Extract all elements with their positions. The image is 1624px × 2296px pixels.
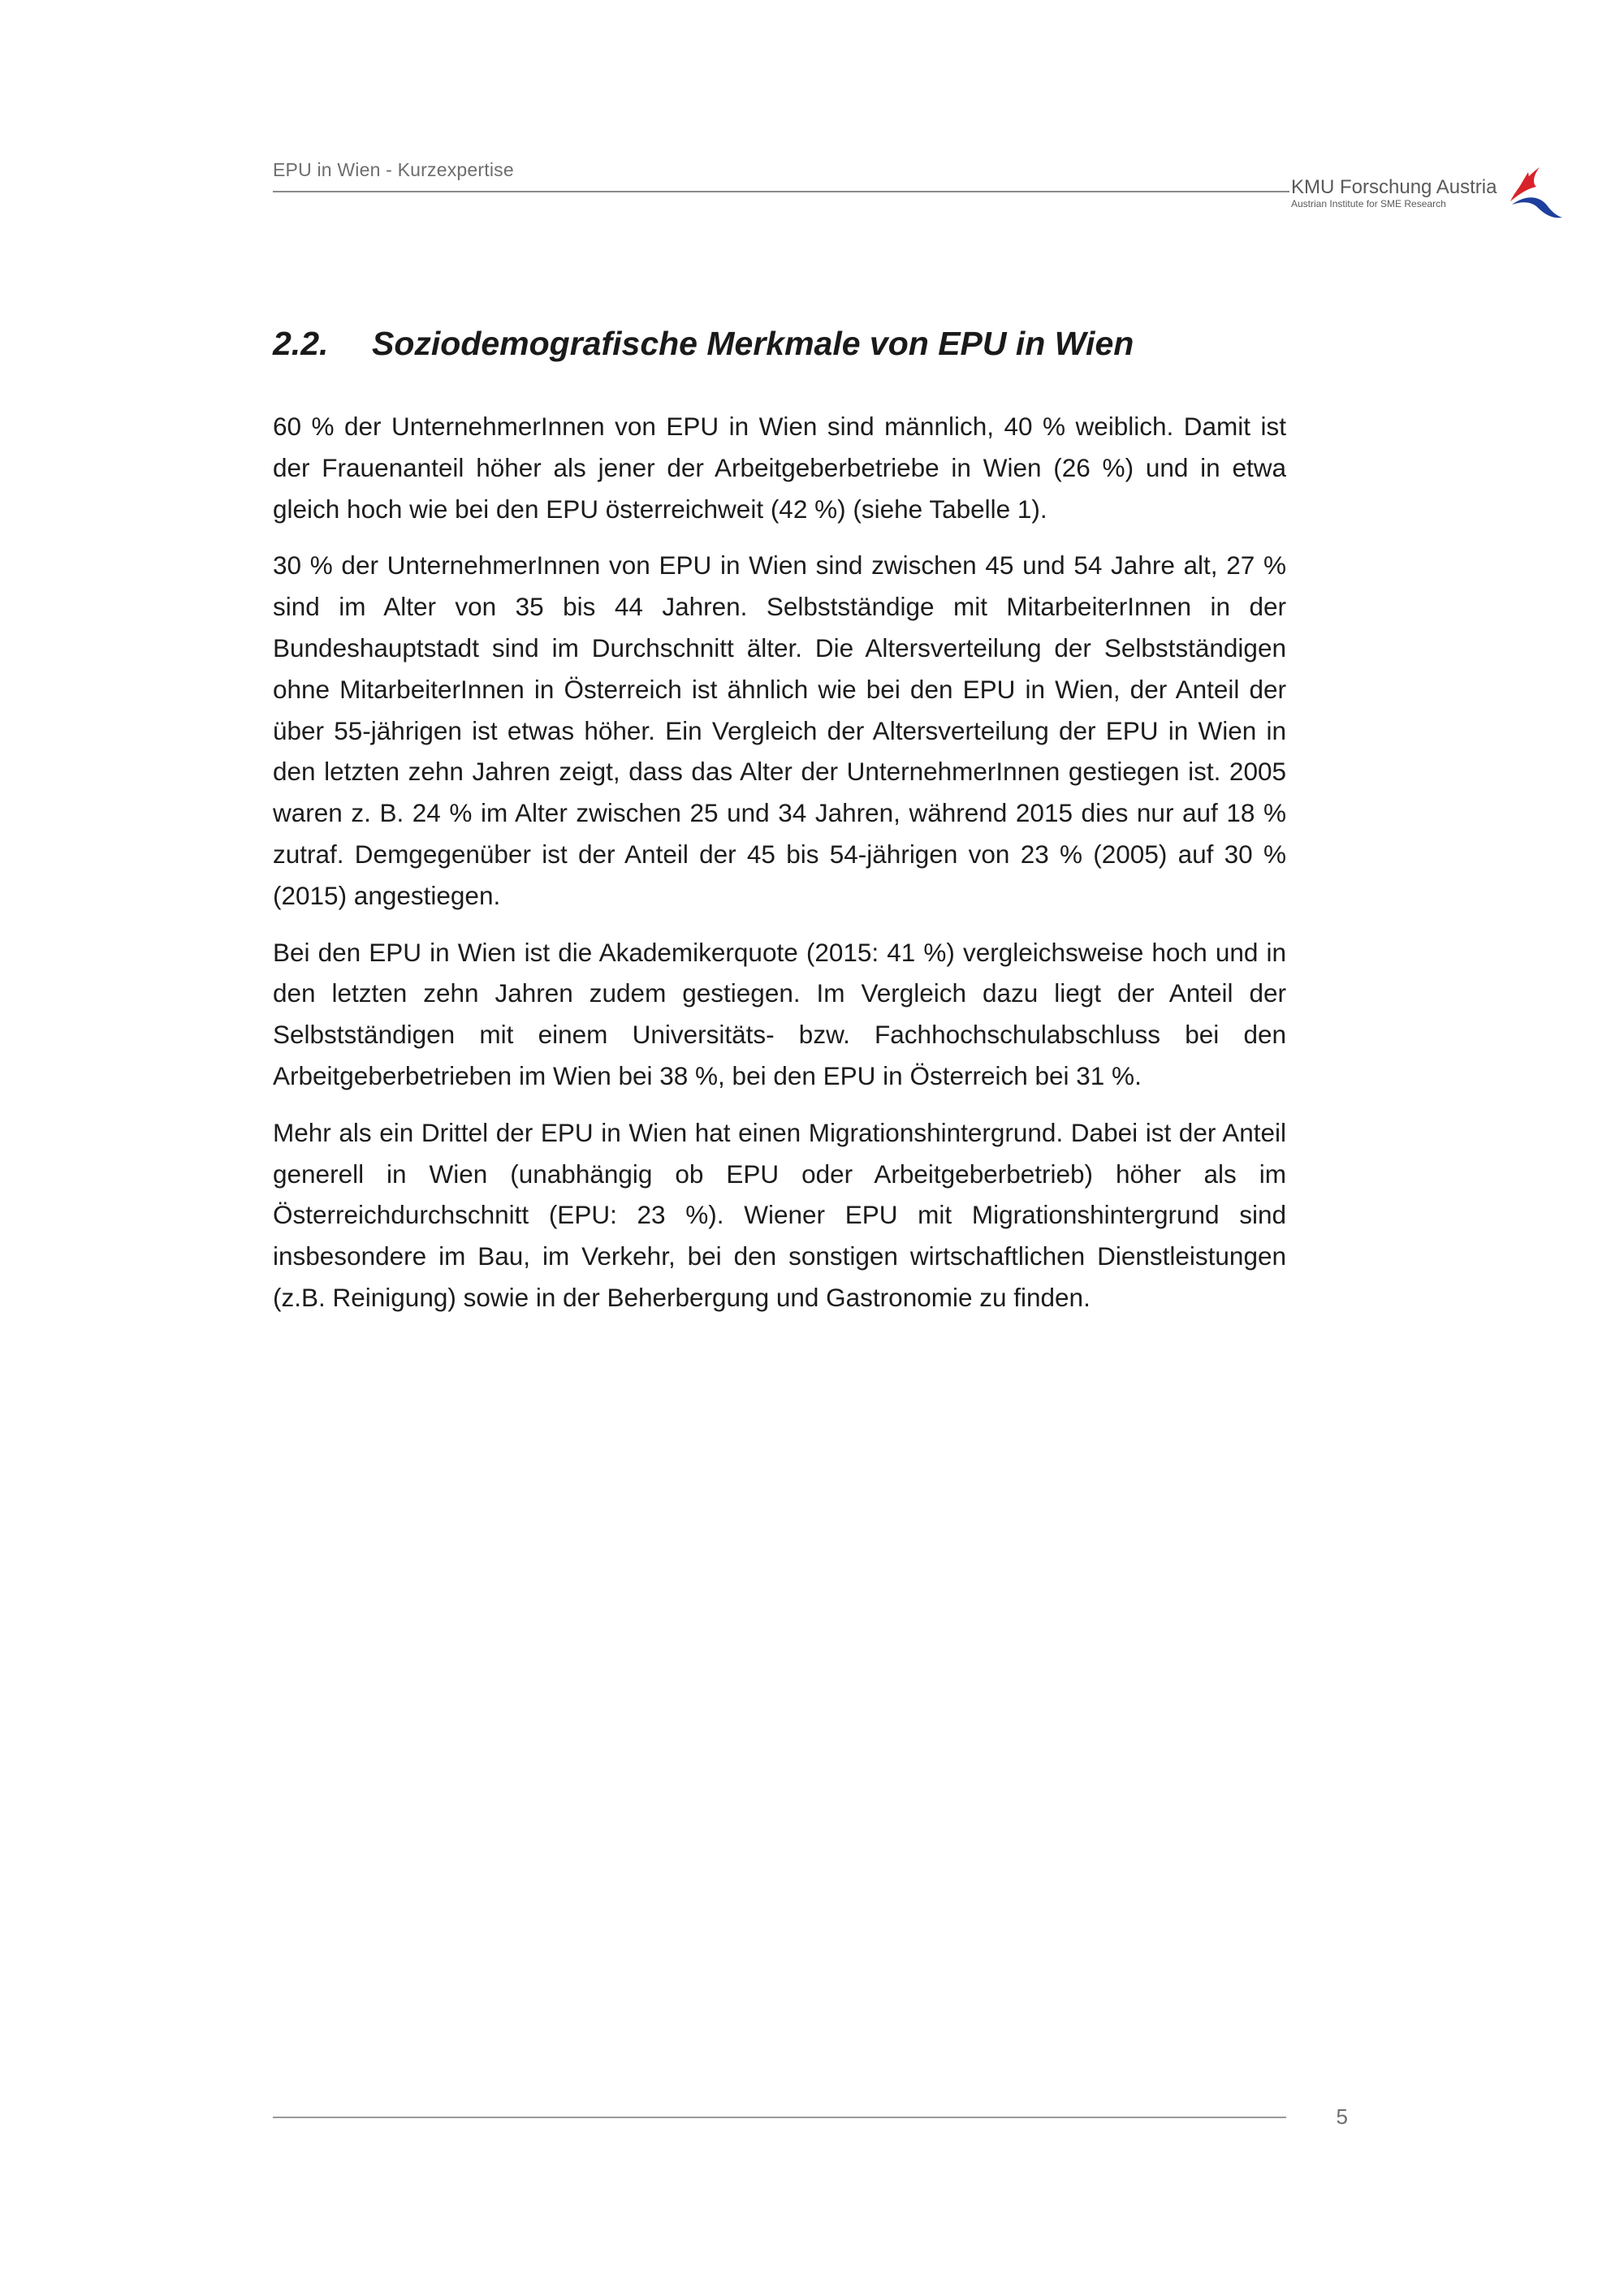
logo-subtitle: Austrian Institute for SME Research xyxy=(1291,198,1446,209)
paragraph: Bei den EPU in Wien ist die Akademikerquote (2015: 41 %) vergleichsweise hoch und in den letzten zehn Jahren zudem gestiegen. Im Vergleich dazu liegt der Anteil der Selbstständigen mit einem Universitäts- bzw. Fachhochschulabschluss bei den Arbeitgeberbetrieben im Wien bei 38 %, bei den EPU in Österreich bei 31 %. xyxy=(273,937,1286,1090)
section-title: Soziodemografische Merkmale von EPU in Wien xyxy=(372,325,1134,362)
footer-divider xyxy=(273,2117,1286,2118)
running-header: EPU in Wien - Kurzexpertise xyxy=(273,159,514,180)
page-number: 5 xyxy=(1336,2104,1348,2129)
kmu-logo-icon xyxy=(1504,164,1564,221)
section-number: 2.2. xyxy=(273,325,329,362)
section-heading xyxy=(273,325,1134,363)
publisher-logo-text xyxy=(1291,177,1502,209)
paragraph: Mehr als ein Drittel der EPU in Wien hat einen Migrationshintergrund. Dabei ist der Anteil generell in Wien (unabhängig ob EPU oder Arbeitgeberbetrieb) höher als im Österreichdurchschnitt (EPU: 23 %). Wiener EPU mit Migrationshintergrund sind insbesondere im Bau, im Verkehr, bei den sonstigen wirtschaftlichen Dienstleistungen (z.B. Reinigung) sowie in der Beherbergung und Gastronomie zu finden. xyxy=(273,1117,1286,1312)
header-divider xyxy=(273,191,1289,192)
body-text xyxy=(273,406,1286,1334)
logo-blue-swoosh xyxy=(1512,197,1562,218)
logo-name: KMU Forschung Austria xyxy=(1291,176,1497,198)
paragraph: 30 % der UnternehmerInnen von EPU in Wien sind zwischen 45 und 54 Jahre alt, 27 % sind im Alter von 35 bis 44 Jahren. Selbstständige mit MitarbeiterInnen in der Bundeshauptstadt sind im Durchschnitt älter. Die Altersverteilung der Selbstständigen ohne MitarbeiterInnen in Österreich ist ähnlich wie bei den EPU in Wien, der Anteil der über 55-jährigen ist etwas höher. Ein Vergleich der Altersverteilung der EPU in Wien in den letzten zehn Jahren zeigt, dass das Alter der UnternehmerInnen gestiegen ist. 2005 waren z. B. 24 % im Alter zwischen 25 und 34 Jahren, während 2015 dies nur auf 18 % zutraf. Demgegenüber ist der Anteil der 45 bis 54-jährigen von 23 % (2005) auf 30 % (2015) angestiegen. xyxy=(273,550,1286,910)
paragraph: 60 % der UnternehmerInnen von EPU in Wien sind männlich, 40 % weiblich. Damit ist der Frauenanteil höher als jener der Arbeitgeberbetriebe in Wien (26 %) und in etwa gleich hoch wie bei den EPU österreichweit (42 %) (siehe Tabelle 1). xyxy=(273,412,1286,524)
